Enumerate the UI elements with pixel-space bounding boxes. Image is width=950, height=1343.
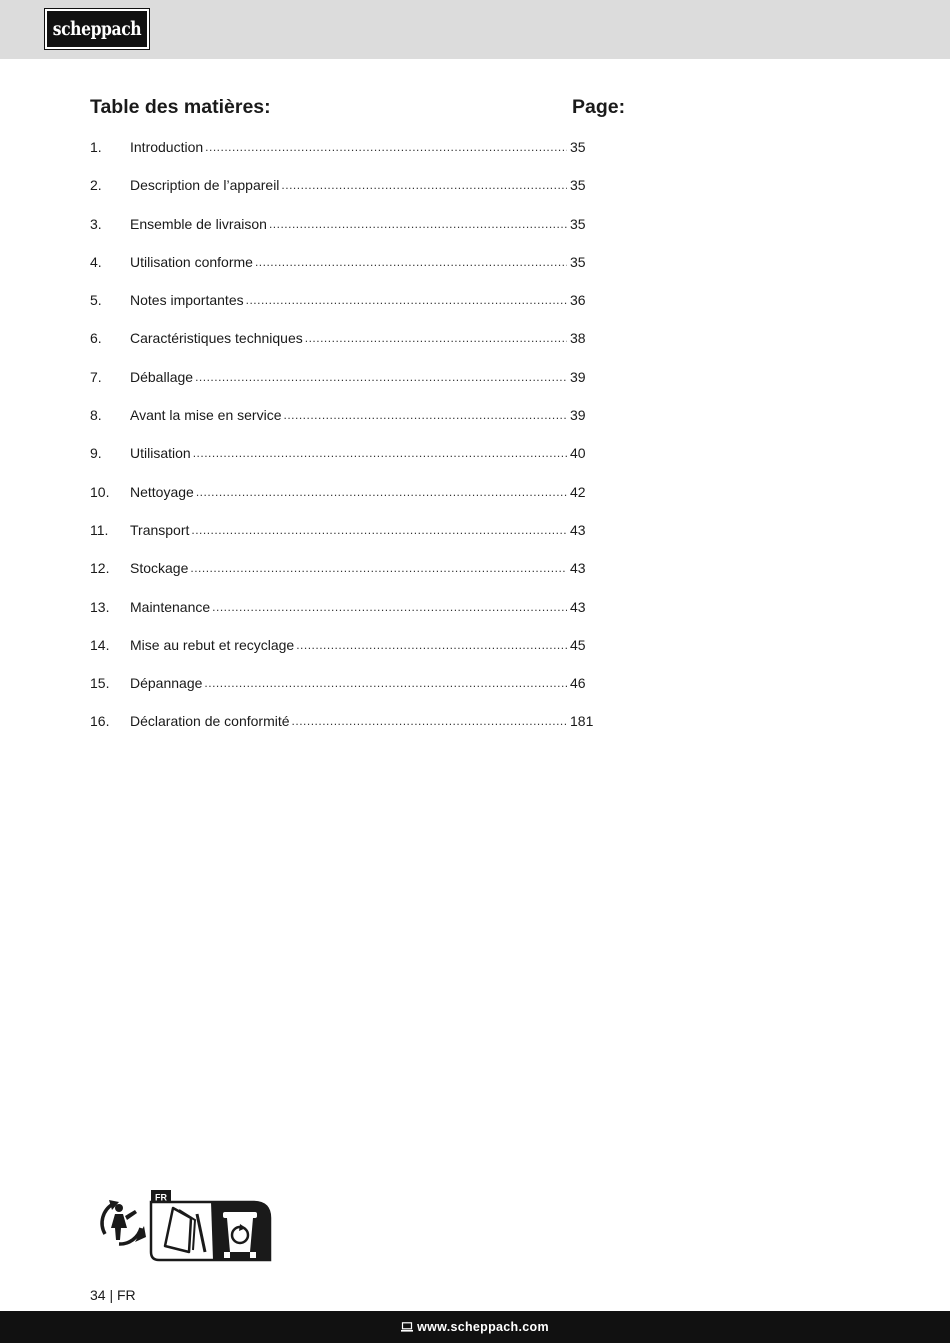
toc-entry-title: Stockage	[130, 560, 189, 577]
page-number-footer	[90, 1287, 136, 1303]
toc-leader-dots	[269, 213, 567, 235]
toc-entry-page: 45	[570, 636, 586, 653]
toc-entry-number: 7.	[90, 368, 102, 385]
toc-leader-dots	[205, 136, 567, 158]
toc-entry-number: 12.	[90, 560, 110, 577]
toc-leader-dots	[296, 634, 567, 656]
toc-entry-unpacking[interactable]	[90, 366, 610, 404]
toc-leader-dots	[204, 672, 567, 694]
toc-entry-number: 6.	[90, 330, 102, 347]
toc-entry-page: 46	[570, 675, 586, 692]
brand-logo[interactable]	[45, 9, 149, 49]
toc-entry-number: 15.	[90, 675, 110, 692]
toc-entry-number: 3.	[90, 215, 102, 232]
toc-entry-title: Mise au rebut et recyclage	[130, 636, 295, 653]
language-code: FR	[117, 1287, 136, 1303]
website-link[interactable]: www.scheppach.com	[417, 1320, 549, 1334]
toc-entry-description[interactable]	[90, 174, 610, 212]
toc-entry-page: 35	[570, 139, 586, 155]
toc-entry-page: 35	[570, 215, 586, 232]
toc-entry-number: 8.	[90, 407, 102, 424]
recycling-info-logo	[93, 1188, 273, 1262]
toc-entry-page: 43	[570, 521, 586, 538]
footer-bar	[0, 1311, 950, 1343]
toc-leader-dots	[255, 251, 567, 273]
toc-entry-title: Avant la mise en service	[130, 407, 282, 424]
toc-entry-page: 181	[570, 713, 594, 730]
toc-entry-troubleshooting[interactable]	[90, 672, 610, 710]
toc-entry-title: Maintenance	[130, 598, 211, 615]
toc-entry-number: 1.	[90, 139, 102, 155]
toc-entry-page: 38	[570, 330, 586, 347]
toc-entry-title: Transport	[130, 521, 190, 538]
toc-entry-operation[interactable]	[90, 442, 610, 480]
toc-entry-number: 14.	[90, 636, 110, 653]
toc-entry-before-startup[interactable]	[90, 404, 610, 442]
toc-entry-title: Utilisation	[130, 445, 191, 462]
toc-leader-dots	[190, 557, 567, 579]
triman-icon	[93, 1188, 273, 1262]
computer-icon	[401, 1322, 413, 1332]
toc-leader-dots	[191, 519, 567, 541]
toc-entry-number: 16.	[90, 713, 110, 730]
header-band	[0, 0, 950, 59]
toc-entry-number: 9.	[90, 445, 102, 462]
toc-entry-page: 42	[570, 483, 586, 500]
toc-entry-storage[interactable]	[90, 557, 610, 595]
toc-entry-declaration[interactable]	[90, 710, 610, 748]
toc-entry-number: 2.	[90, 177, 102, 194]
page-separator: |	[109, 1287, 114, 1303]
toc-entry-page: 43	[570, 560, 586, 577]
toc-entry-title: Ensemble de livraison	[130, 215, 267, 232]
toc-entry-page: 36	[570, 292, 586, 309]
toc-entry-delivery[interactable]	[90, 213, 610, 251]
toc-entry-page: 39	[570, 407, 586, 424]
toc-entry-title: Déclaration de conformité	[130, 713, 290, 730]
toc-leader-dots	[212, 596, 567, 618]
toc-entry-introduction[interactable]	[90, 136, 610, 174]
toc-entry-number: 5.	[90, 292, 102, 309]
toc-leader-dots	[305, 327, 567, 349]
country-tag: FR	[155, 1192, 167, 1203]
toc-entry-intended-use[interactable]	[90, 251, 610, 289]
toc-leader-dots	[281, 174, 567, 196]
toc-entry-title: Notes importantes	[130, 292, 244, 309]
toc-leader-dots	[246, 289, 567, 311]
toc-entry-disposal[interactable]	[90, 634, 610, 672]
toc-title: Table des matières:	[90, 96, 271, 118]
toc-entry-title: Utilisation conforme	[130, 253, 253, 270]
toc-leader-dots	[193, 442, 567, 464]
toc-leader-dots	[283, 404, 567, 426]
toc-entry-title: Déballage	[130, 368, 194, 385]
toc-entry-number: 4.	[90, 253, 102, 270]
toc-entry-maintenance[interactable]	[90, 596, 610, 634]
toc-entry-title: Nettoyage	[130, 483, 194, 500]
toc-entry-technical-data[interactable]	[90, 327, 610, 365]
toc-leader-dots	[196, 481, 567, 503]
toc-entry-number: 10.	[90, 483, 110, 500]
page-number: 34	[90, 1287, 106, 1303]
toc-page-label: Page:	[572, 96, 626, 118]
toc-entry-title: Dépannage	[130, 675, 203, 692]
toc-leader-dots	[292, 710, 567, 732]
toc-entry-number: 13.	[90, 598, 110, 615]
toc-entry-number: 11.	[90, 521, 109, 538]
toc-entry-cleaning[interactable]	[90, 481, 610, 519]
toc-entry-transport[interactable]	[90, 519, 610, 557]
toc-entry-title: Description de l’appareil	[130, 177, 280, 194]
toc-entry-title: Caractéristiques techniques	[130, 330, 303, 347]
toc-entry-title: Introduction	[130, 139, 204, 155]
brand-logo-text: scheppach	[52, 18, 142, 40]
toc-leader-dots	[195, 366, 567, 388]
toc-entry-page: 43	[570, 598, 586, 615]
toc-header	[90, 96, 630, 122]
toc-entry-page: 40	[570, 445, 586, 462]
toc-entry-page: 39	[570, 368, 586, 385]
toc-entry-important-notes[interactable]	[90, 289, 610, 327]
toc-entry-page: 35	[570, 253, 586, 270]
table-of-contents	[90, 136, 610, 749]
toc-entry-page: 35	[570, 177, 586, 194]
